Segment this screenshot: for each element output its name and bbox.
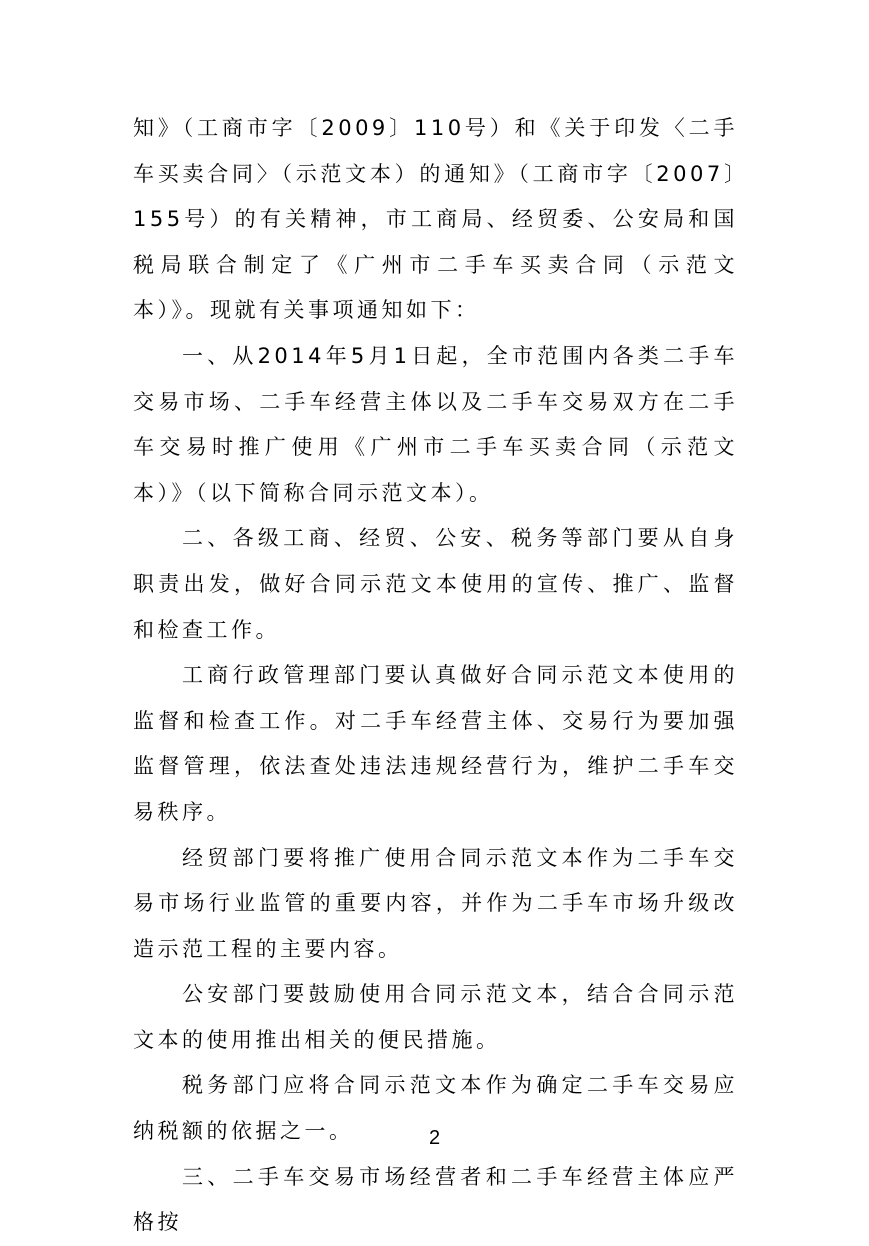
paragraph-item-2: 二、各级工商、经贸、公安、税务等部门要从自身职责出发，做好合同示范文本使用的宣传、推广、监督和检查工作。 [133, 526, 738, 642]
paragraph-aic-duties: 工商行政管理部门要认真做好合同示范文本使用的监督和检查工作。对二手车经营主体、交易行为要加强监督管理，依法查处违法违规经营行为，维护二手车交易秩序。 [133, 663, 738, 824]
paragraph-item-1: 一、从2014年5月1日起，全市范围内各类二手车交易市场、二手车经营主体以及二手车交易双方在二手车交易时推广使用《广州市二手车买卖合同（示范文本）》（以下简称合同示范文本）。 [133, 343, 738, 505]
paragraph-item-3: 三、二手车交易市场经营者和二手车经营主体应严格按 [133, 1164, 738, 1235]
page-number: 2 [428, 1127, 441, 1149]
paragraph-tax-duties: 税务部门应将合同示范文本作为确定二手车交易应纳税额的依据之一。 [133, 1073, 738, 1144]
document-body [133, 106, 738, 1246]
paragraph-intro-continued: 知》（工商市字〔2009〕110号）和《关于印发〈二手车买卖合同〉（示范文本）的通知》（工商市字〔2007〕155号）的有关精神，市工商局、经贸委、公安局和国税局联合制定了《广州市二手车买卖合同（示范文本）》。现就有关事项通知如下： [133, 116, 738, 323]
paragraph-public-security-duties: 公安部门要鼓励使用合同示范文本，结合合同示范文本的使用推出相关的便民措施。 [133, 982, 738, 1052]
paragraph-economic-trade-duties: 经贸部门要将推广使用合同示范文本作为二手车交易市场行业监管的重要内容，并作为二手车市场升级改造示范工程的主要内容。 [133, 845, 738, 961]
